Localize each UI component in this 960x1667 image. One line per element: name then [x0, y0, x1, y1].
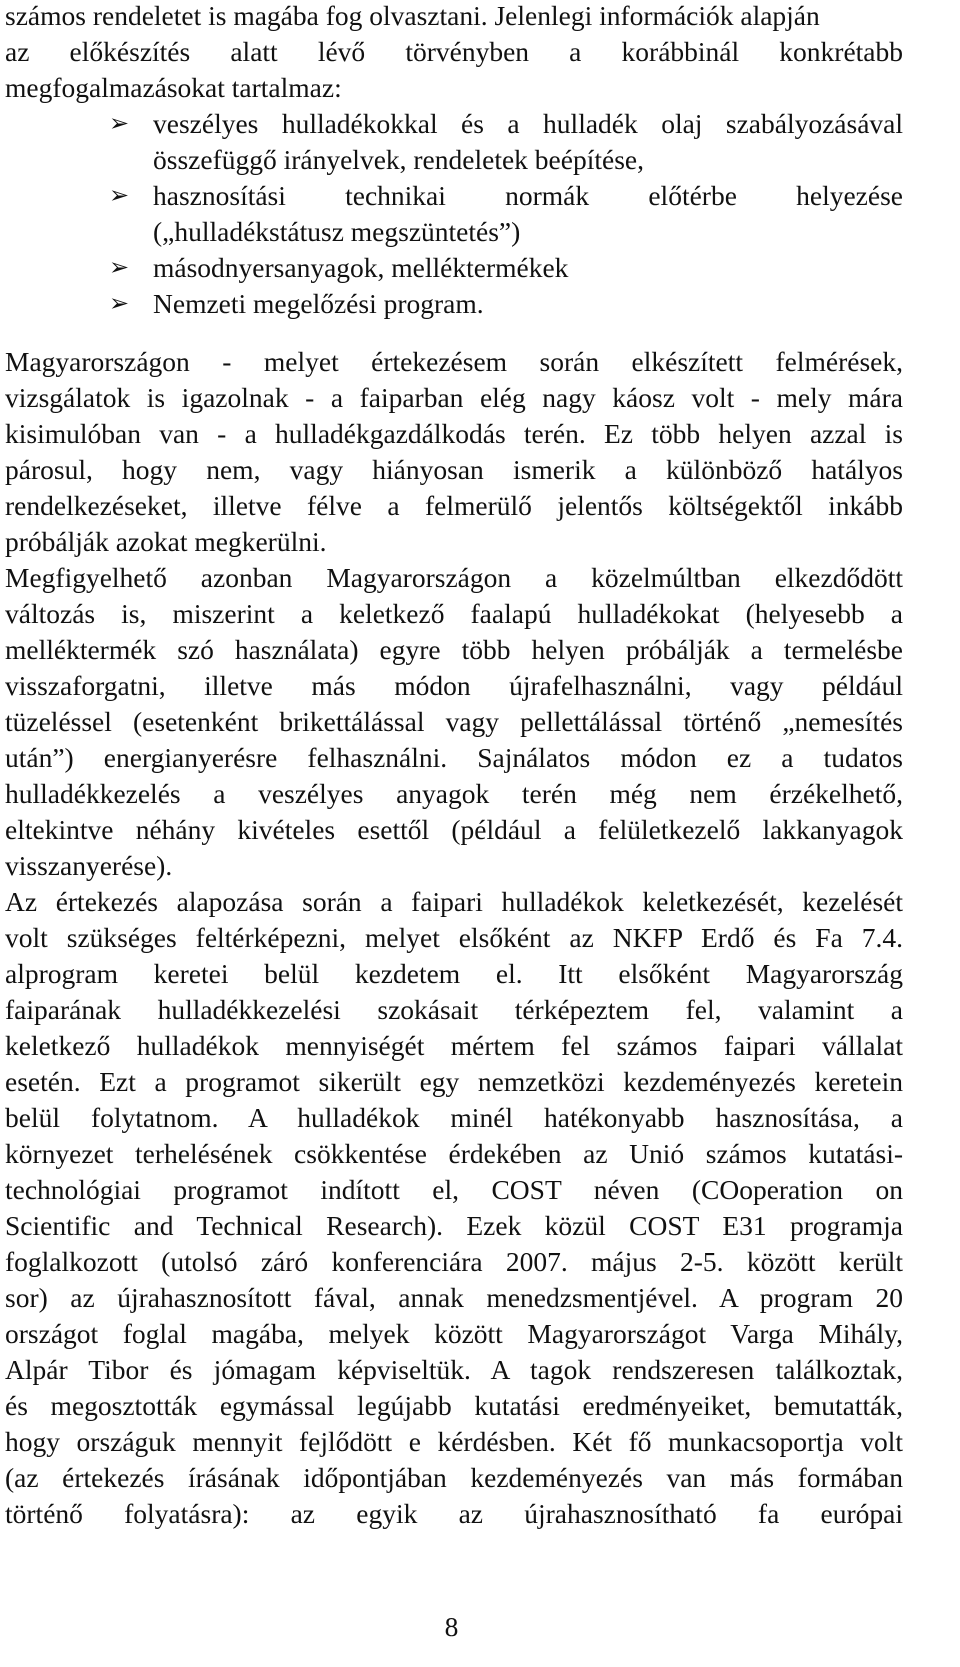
text-line: Alpár Tibor és jómagam képviseltük. A tagok rendszeresen találkoztak,	[5, 1354, 903, 1385]
text-line: országot foglal magába, melyek között Magyarországot Varga Mihály,	[5, 1318, 903, 1349]
text-line: kisimulóban van - a hulladékgazdálkodás terén. Ez több helyen azzal is	[5, 418, 903, 449]
bullet-continuation: („hulladékstátusz megszüntetés”)	[153, 216, 521, 247]
text-line: próbálják azokat megkerülni.	[5, 526, 327, 557]
text-line: volt szükséges feltérképezni, melyet elsőként az NKFP Erdő és Fa 7.4.	[5, 922, 903, 953]
text-line: történő folyatásra): az egyik az újrahasznosítható fa európai	[5, 1498, 903, 1529]
text-line: hulladékkezelés a veszélyes anyagok terén még nem érzékelhető,	[5, 778, 903, 809]
text-line: Megfigyelhető azonban Magyarországon a közelmúltban elkezdődött	[5, 562, 903, 593]
text-line: számos rendeletet is magába fog olvasztani. Jelenlegi információk alapján	[5, 0, 820, 31]
bullet-text: hasznosítási technikai normák előtérbe helyezése	[153, 180, 903, 211]
arrow-bullet-icon: ➢	[109, 291, 130, 317]
bullet-item	[109, 288, 903, 320]
text-line: hogy országuk mennyit fejlődött e kérdésben. Két fő munkacsoportja volt	[5, 1426, 903, 1457]
text-line: technológiai programot indított el, COST néven (COoperation on	[5, 1174, 903, 1205]
text-line: belül folytatnom. A hulladékok minél hatékonyabb hasznosítása, a	[5, 1102, 903, 1133]
text-line: faiparának hulladékkezelési szokásait térképeztem fel, valamint a	[5, 994, 903, 1025]
text-line: alprogram keretei belül kezdetem el. Itt elsőként Magyarország	[5, 958, 903, 989]
text-line: környezet terhelésének csökkentése érdekében az Unió számos kutatási-	[5, 1138, 903, 1169]
bullet-item	[109, 252, 903, 284]
text-line: és megosztották egymással legújabb kutatási eredményeiket, bemutatták,	[5, 1390, 903, 1421]
page-number: 8	[444, 1611, 459, 1642]
text-line: tüzeléssel (esetenként brikettálással vagy pellettálással történő „nemesítés	[5, 706, 903, 737]
bullet-item	[109, 108, 903, 140]
text-line: keletkező hulladékok mennyiségét mértem fel számos faipari vállalat	[5, 1030, 903, 1061]
bullet-text: veszélyes hulladékokkal és a hulladék olaj szabályozásával	[153, 108, 903, 139]
text-line: vizsgálatok is igazolnak - a faiparban elég nagy káosz volt - mely mára	[5, 382, 903, 413]
text-line: megfogalmazásokat tartalmaz:	[5, 72, 342, 103]
arrow-bullet-icon: ➢	[109, 255, 130, 281]
text-line: eltekintve néhány kivételes esettől (például a felületkezelő lakkanyagok	[5, 814, 903, 845]
text-line: után”) energianyerésre felhasználni. Sajnálatos módon ez a tudatos	[5, 742, 903, 773]
text-line: melléktermék szó használata) egyre több helyen próbálják a termelésbe	[5, 634, 903, 665]
bullet-text: másodnyersanyagok, melléktermékek	[153, 252, 569, 283]
text-line: (az értekezés írásának időpontjában kezdeményezés van más formában	[5, 1462, 903, 1493]
text-line: esetén. Ezt a programot sikerült egy nemzetközi kezdeményezés keretein	[5, 1066, 903, 1097]
bullet-text: Nemzeti megelőzési program.	[153, 288, 484, 319]
bullet-item	[109, 180, 903, 212]
bullet-continuation: összefüggő irányelvek, rendeletek beépítése,	[153, 144, 644, 175]
text-line: az előkészítés alatt lévő törvényben a korábbinál konkrétabb	[5, 36, 903, 67]
text-line: párosul, hogy nem, vagy hiányosan ismerik a különböző hatályos	[5, 454, 903, 485]
text-line: sor) az újrahasznosított fával, annak menedzsmentjével. A program 20	[5, 1282, 903, 1313]
arrow-bullet-icon: ➢	[109, 183, 130, 209]
text-line: foglalkozott (utolsó záró konferenciára 2007. május 2-5. között került	[5, 1246, 903, 1277]
text-line: rendelkezéseket, illetve félve a felmerülő jelentős költségektől inkább	[5, 490, 903, 521]
text-line: visszaforgatni, illetve más módon újrafelhasználni, vagy például	[5, 670, 903, 701]
text-line: Az értekezés alapozása során a faipari hulladékok keletkezését, kezelését	[5, 886, 903, 917]
text-line: változás is, miszerint a keletkező faalapú hulladékokat (helyesebb a	[5, 598, 903, 629]
text-line: Magyarországon - melyet értekezésem során elkészített felmérések,	[5, 346, 903, 377]
text-line: visszanyerése).	[5, 850, 173, 881]
text-line: Scientific and Technical Research). Ezek közül COST E31 programja	[5, 1210, 903, 1241]
arrow-bullet-icon: ➢	[109, 111, 130, 137]
